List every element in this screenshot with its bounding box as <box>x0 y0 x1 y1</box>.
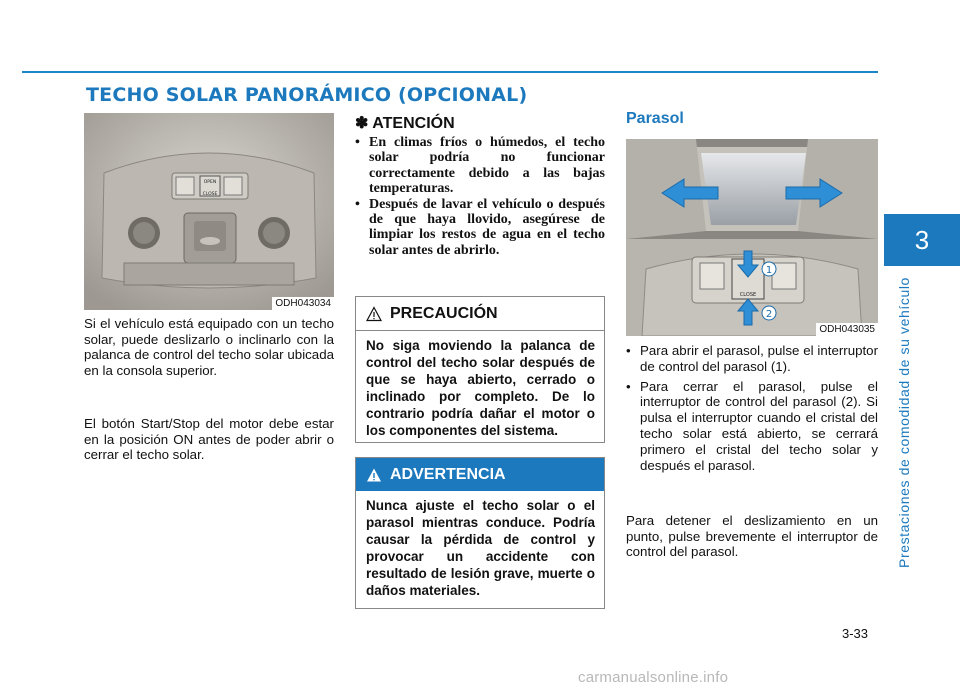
chapter-number-tab: 3 <box>884 214 960 266</box>
warning-outline-icon <box>366 306 382 322</box>
list-item: • Después de lavar el vehículo o después de que haya llovido, asegúrese de limpiar los restos de agua en el techo solar antes de abrirlo. <box>355 197 605 259</box>
warning-filled-icon <box>366 467 382 483</box>
note-title: ATENCIÓN <box>372 115 455 132</box>
figure-code: ODH043034 <box>272 297 334 310</box>
note-list <box>355 135 605 258</box>
overhead-console-photo <box>84 113 334 310</box>
list-item: • Para cerrar el parasol, pulse el interruptor de control del parasol (2). Si pulsa el interruptor cuando el cristal del techo solar está abierto, se cerrará primero el cristal del techo solar y después el parasol. <box>626 379 878 474</box>
stop-paragraph: Para detener el deslizamiento en un punto, pulse brevemente el interruptor de control del parasol. <box>626 513 878 560</box>
open-label: OPEN <box>203 180 217 185</box>
note-symbol: ✽ <box>355 115 369 132</box>
callout-1: 1 <box>765 265 773 276</box>
chapter-name: Prestaciones de comodidad de su vehículo <box>896 277 912 568</box>
overhead-console-illustration <box>84 113 334 310</box>
precaucion-text: No siga moviendo la palanca de control del techo solar después de que se haya abierto, cerrado o inclinado por completo. De lo contrario podría dañar el motor o los componentes del sistema. <box>366 338 595 438</box>
chapter-side-label <box>896 268 920 568</box>
start-stop-paragraph: El botón Start/Stop del motor debe estar en la posición ON antes de poder abrir o cerrar el techo solar. <box>84 416 334 463</box>
parasol-illustration <box>626 139 878 336</box>
precaucion-box <box>355 296 605 443</box>
parasol-list <box>626 343 878 477</box>
advertencia-header <box>356 458 604 491</box>
list-item: • Para abrir el parasol, pulse el interruptor de control del parasol (1). <box>626 343 878 375</box>
close-label: CLOSE <box>739 292 757 298</box>
parasol-photo <box>626 139 878 336</box>
page-title: TECHO SOLAR PANORÁMICO (OPCIONAL) <box>86 84 528 106</box>
top-rule <box>22 71 878 73</box>
advertencia-text: Nunca ajuste el techo solar o el parasol mientras conduce. Podría causar la pérdida de control y provocar un accidente con resultado de lesión grave, muerte o daños materiales. <box>366 498 595 598</box>
watermark: carmanualsonline.info <box>578 669 729 686</box>
precaucion-header <box>356 297 604 331</box>
note-heading <box>355 113 455 133</box>
page-number: 3-33 <box>842 626 869 641</box>
parasol-heading: Parasol <box>626 110 684 127</box>
figure-code: ODH043035 <box>816 323 878 336</box>
callout-2: 2 <box>765 309 773 320</box>
list-item: • En climas fríos o húmedos, el techo solar podría no funcionar correctamente debido a las bajas temperaturas. <box>355 135 605 197</box>
advertencia-box <box>355 457 605 609</box>
precaucion-title: PRECAUCIÓN <box>390 304 498 322</box>
intro-paragraph: Si el vehículo está equipado con un techo solar, puede deslizarlo o inclinarlo con la palanca de control del techo solar ubicada en la consola superior. <box>84 316 334 378</box>
advertencia-title: ADVERTENCIA <box>390 465 506 483</box>
close-label: CLOSE <box>202 192 218 197</box>
